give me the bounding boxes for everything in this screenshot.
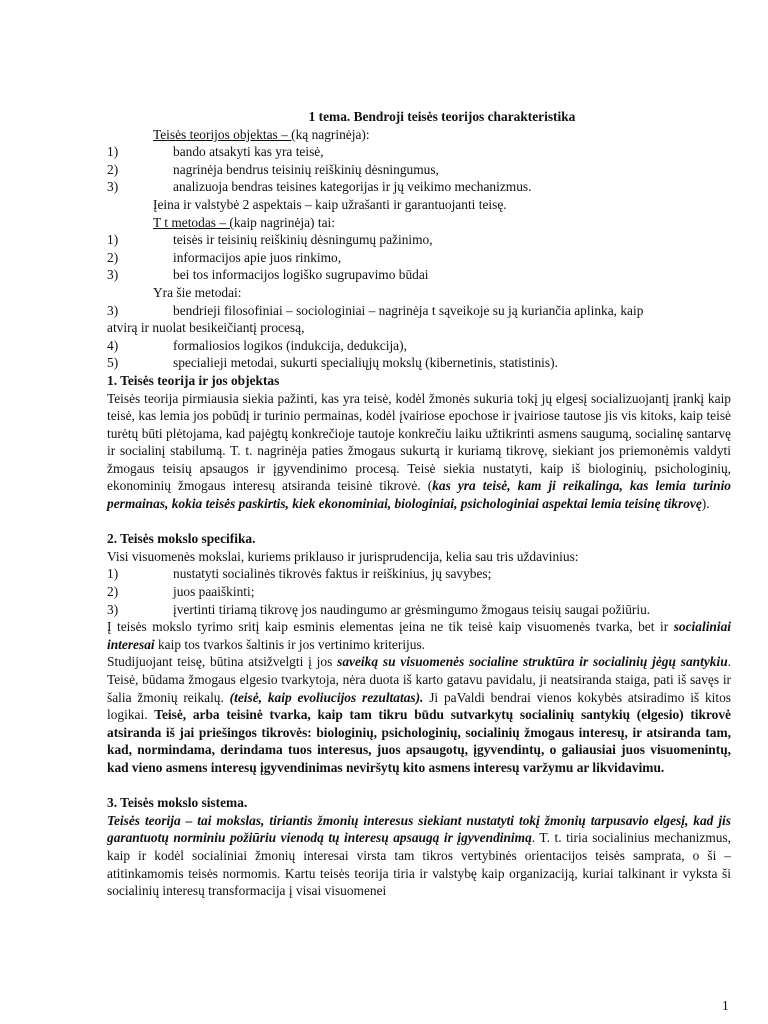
list-item [107, 319, 731, 337]
list-item-number: 2) [107, 584, 119, 600]
section-3-paragraph [107, 812, 731, 900]
list-item-number: 1) [107, 566, 119, 582]
methods-intro: Yra šie metodai: [153, 284, 242, 300]
list-item [107, 302, 731, 320]
section-1-bold-italic: kas yra teisė, kam ji reikalinga, kas lemia turinio permainas, kokia teisės paskirtis, kiek ekonominiai, biologiniai, psichologiniai aspektai lemia teisinę tikrovę [107, 478, 731, 512]
section-1-text: Teisės teorija pirmiausia siekia pažinti, kas yra teisė, kodėl žmonės sukuria tokį jų elgesį socializuojantį įrankį kaip teisė, kas lemia jos pobūdį ir turinio permainas, kodėl įvairiose epochose ir įvairiose tautose jis vis kitoks, kaip teisė turėtų būti plėtojama, kad pajėgtų konkrečioje tautoje konkrečiu laiku užtikrinti asmens saugumą, socialinę santarvę ir socialinį stabilumą. T. t. nagrinėja paties žmogaus sukurtą ir kuriamą tikrovę, siekiant jos priemonėmis valdyti žmogaus teisių apsaugos ir įgyvendinimo procesą. Teisė siekia nustatyti, kaip iš biologinių, psichologinių, ekonominių žmogaus interesų atsiranda teisinė tikrovė. ( [107, 390, 731, 494]
list-item-text: formaliosios logikos (indukcija, dedukcija), [173, 337, 407, 353]
method-heading-underlined: T t metodas – ( [153, 214, 234, 230]
section-3-heading: 3. Teisės mokslo sistema. [107, 795, 248, 811]
list-item [107, 565, 731, 583]
list-item-number: 2) [107, 249, 119, 265]
section-1-end: ). [701, 496, 710, 512]
list-item-text: nustatyti socialinės tikrovės faktus ir reiškinius, jų savybes; [173, 566, 492, 582]
method-list [107, 231, 731, 284]
list-item-number: 1) [107, 232, 119, 248]
list-item-number: 1) [107, 144, 119, 160]
s2-p2-bold-italic-2: (teisė, kaip evoliucijos rezultatas). [229, 689, 424, 705]
list-item-number: 4) [107, 337, 119, 353]
s2-p2-text-c: . Teisė, būdama žmogaus elgesio tvarkytoja, nėra duota iš karto gatavu pavidalu, ji neatsiranda staiga, pati iš savęs ir šalia žmonių reikalų. [107, 654, 732, 705]
spacer [107, 513, 731, 531]
list-item-text: įvertinti tiriamą tikrovę jos naudingumo ar grėsmingumo žmogaus teisių saugai požiūriu. [173, 601, 651, 617]
method-heading [107, 214, 731, 232]
s3-p1-text: . T. t. tiria socialinius mechanizmus, kaip ir kodėl socialiniai žmonių interesai virsta tam tikros vertybinės orientacijos teisės samprata, o ši – atitinkamomis teisės normomis. Kartu teisės teorija tiria ir valstybę kaip organizaciją, kuriai talkinant ir vyksta ši socialinių interesų transformacija į visai visuomenei [107, 830, 731, 899]
s2-p2-text-e: Ji paValdi bendrai vienos kokybės atsiradimo iš kitos logikai. [107, 689, 731, 723]
list-item-text: nagrinėja bendrus teisinių reiškinių dėsningumus, [173, 161, 439, 177]
list-item-text: bendrieji filosofiniai – sociologiniai – nagrinėja t sąveikoje su ją kuriančia aplinka, kaip [173, 302, 644, 318]
list-item-text: bei tos informacijos logiško sugrupavimo būdai [173, 267, 429, 283]
methods-list [107, 302, 731, 372]
list-item-number: 3) [107, 601, 119, 617]
list-item [107, 337, 731, 355]
document-body [107, 108, 731, 900]
list-item [107, 266, 731, 284]
list-item [107, 161, 731, 179]
section-2-list [107, 565, 731, 618]
spacer [107, 777, 731, 795]
list-item [107, 249, 731, 267]
method-heading-rest: kaip nagrinėja) tai: [233, 214, 335, 230]
list-item-number: 3) [107, 302, 119, 318]
object-list [107, 143, 731, 196]
s2-p1-bold-italic: socialiniai interesai [107, 619, 731, 652]
list-item-number: 2) [107, 161, 119, 177]
page-number: 1 [722, 998, 729, 1013]
section-1-heading: 1. Teisės teorija ir jos objektas [107, 372, 280, 388]
list-item-text: bando atsakyti kas yra teisė, [173, 144, 324, 160]
object-heading-rest: ką nagrinėja): [295, 126, 370, 142]
s2-p1-text-a: Į teisės mokslo tyrimo sritį kaip esminis elementas įeina ne tik teisė kaip visuomenės tvarka, bet ir [107, 619, 674, 635]
list-item-number: 3) [107, 267, 119, 283]
section-2-paragraph-1 [107, 618, 731, 653]
s3-p1-bold-italic: Teisės teorija – tai mokslas, tiriantis žmonių interesus siekiant nustatyti tokį žmonių tarpusavio elgesį, kad jis garantuotų norminiu požiūriu vienodą tų interesų apsaugą ir įgyvendinimą [107, 812, 731, 846]
list-item [107, 231, 731, 249]
object-heading [107, 126, 731, 144]
s2-p2-bold-italic: saveiką su visuomenės socialine struktūra ir socialinių jėgų santykiu [337, 654, 728, 670]
s2-p1-text-c: kaip tos tvarkos šaltinis ir jos vertinimo kriterijus. [154, 636, 426, 652]
list-item [107, 143, 731, 161]
list-item-text: informacijos apie juos rinkimo, [173, 249, 342, 265]
section-1-paragraph [107, 390, 731, 513]
list-item-text: specialieji metodai, sukurti specialiųjų mokslų (kibernetinis, statistinis). [173, 355, 558, 371]
s2-p2-bold: Teisė, arba teisinė tvarka, kaip tam tikru būdu sutvarkytų socialinių santykių (elgesio) tikrovė atsiranda iš jai priešingos tikrovės: biologinių, psichologinių, socialinių žmogaus interesų, ir atsiranda tam, kad, normindama, derindama tuos interesus, juos apsaugotų, įgyvendintų, o galiausiai juos visuomenintų, kad vieno asmens interesų įgyvendinimas neviršytų kito asmens interesų varžymu ar likvidavimu. [107, 707, 731, 775]
section-2-paragraph-2 [107, 653, 731, 776]
list-item-text: teisės ir teisinių reiškinių dėsningumų pažinimo, [173, 232, 433, 248]
list-item-number: 5) [107, 355, 119, 371]
list-item-text: atvirą ir nuolat besikeičiantį procesą, [107, 320, 305, 336]
list-item-number: 3) [107, 179, 119, 195]
state-line: Įeina ir valstybė 2 aspektais – kaip užrašanti ir garantuojanti teisę. [153, 196, 507, 212]
object-heading-underlined: Teisės teorijos objektas – ( [153, 126, 296, 142]
list-item [107, 583, 731, 601]
list-item-text: juos paaiškinti; [173, 584, 255, 600]
list-item-text: analizuoja bendras teisines kategorijas ir jų veikimo mechanizmus. [173, 179, 532, 195]
document-title: 1 tema. Bendroji teisės teorijos charakteristika [308, 109, 576, 124]
section-2-heading: 2. Teisės mokslo specifika. [107, 531, 256, 547]
section-2-intro: Visi visuomenės mokslai, kuriems priklauso ir jurisprudencija, kelia sau tris uždavinius: [107, 548, 579, 564]
list-item [107, 601, 731, 619]
s2-p2-text-a: Studijuojant teisę, būtina atsižvelgti į jos [107, 654, 338, 670]
list-item [107, 178, 731, 196]
list-item [107, 354, 731, 372]
